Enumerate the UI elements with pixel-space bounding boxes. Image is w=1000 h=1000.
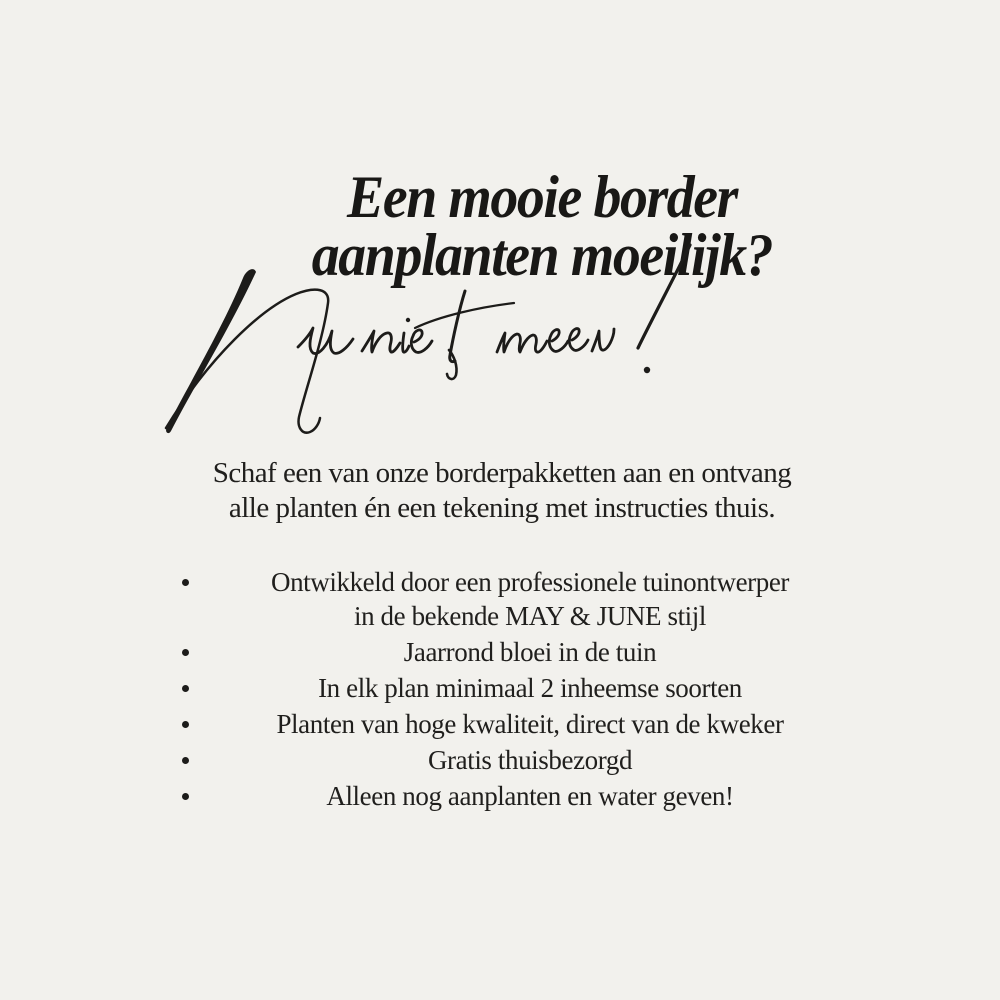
- script-letter-n: [362, 331, 400, 352]
- intro-paragraph: [2, 456, 1000, 526]
- script-letter-i: [403, 333, 409, 352]
- exclamation-stroke: [638, 245, 690, 348]
- heading-line-2: aanplanten moeilijk?: [311, 222, 773, 288]
- list-item-line: In elk plan minimaal 2 inheemse soorten: [318, 673, 742, 703]
- list-item-text: [210, 707, 850, 741]
- list-item: [174, 707, 850, 741]
- list-item-text: [210, 671, 850, 705]
- script-letter-t-stem: [450, 291, 465, 362]
- list-item-line: Jaarrond bloei in de tuin: [403, 637, 657, 667]
- bullet-list: [174, 565, 850, 815]
- script-letter-t-flick: [447, 350, 457, 379]
- list-item: [174, 743, 850, 777]
- list-item-line: Gratis thuisbezorgd: [427, 745, 633, 775]
- swash-n-thin-stroke: [166, 290, 328, 433]
- list-item-text: [210, 743, 850, 777]
- bullet-dot-icon: [174, 779, 210, 813]
- script-letter-r: [592, 329, 614, 351]
- script-letter-e3: [569, 329, 588, 351]
- intro-line-2: alle planten én een tekening met instructies thuis.: [228, 492, 776, 524]
- handwritten-script: [140, 228, 720, 443]
- list-item-text: [210, 565, 850, 633]
- script-t-crossbar: [415, 303, 514, 328]
- intro-line-1: Schaf een van onze borderpakketten aan en ontvang: [212, 457, 792, 489]
- bullet-dot-icon: [174, 671, 210, 705]
- heading-line-1: Een mooie border: [347, 164, 737, 230]
- list-item-text: [210, 779, 850, 813]
- bullet-dot-icon: [174, 743, 210, 777]
- script-letter-u: [298, 328, 353, 353]
- bullet-dot-icon: [174, 707, 210, 741]
- list-item-line: Alleen nog aanplanten en water geven!: [326, 781, 734, 811]
- script-letter-e2: [549, 330, 568, 352]
- list-item-line: Planten van hoge kwaliteit, direct van de kweker: [276, 709, 784, 739]
- list-item: [174, 565, 850, 633]
- list-item: [174, 635, 850, 669]
- script-i-dot: [406, 318, 410, 322]
- list-item-text: [210, 635, 850, 669]
- bullet-dot-icon: [174, 635, 210, 669]
- list-item-line: Ontwikkeld door een professionele tuinontwerper: [270, 567, 790, 597]
- handwriting-flourish-icon: [140, 228, 720, 443]
- list-item: [174, 671, 850, 705]
- bullet-dot-icon: [174, 565, 210, 599]
- exclamation-dot: [644, 367, 650, 373]
- list-item: [174, 779, 850, 813]
- script-letter-m: [497, 333, 547, 352]
- list-item-line: in de bekende MAY & JUNE stijl: [354, 601, 706, 631]
- script-letter-e: [411, 330, 432, 352]
